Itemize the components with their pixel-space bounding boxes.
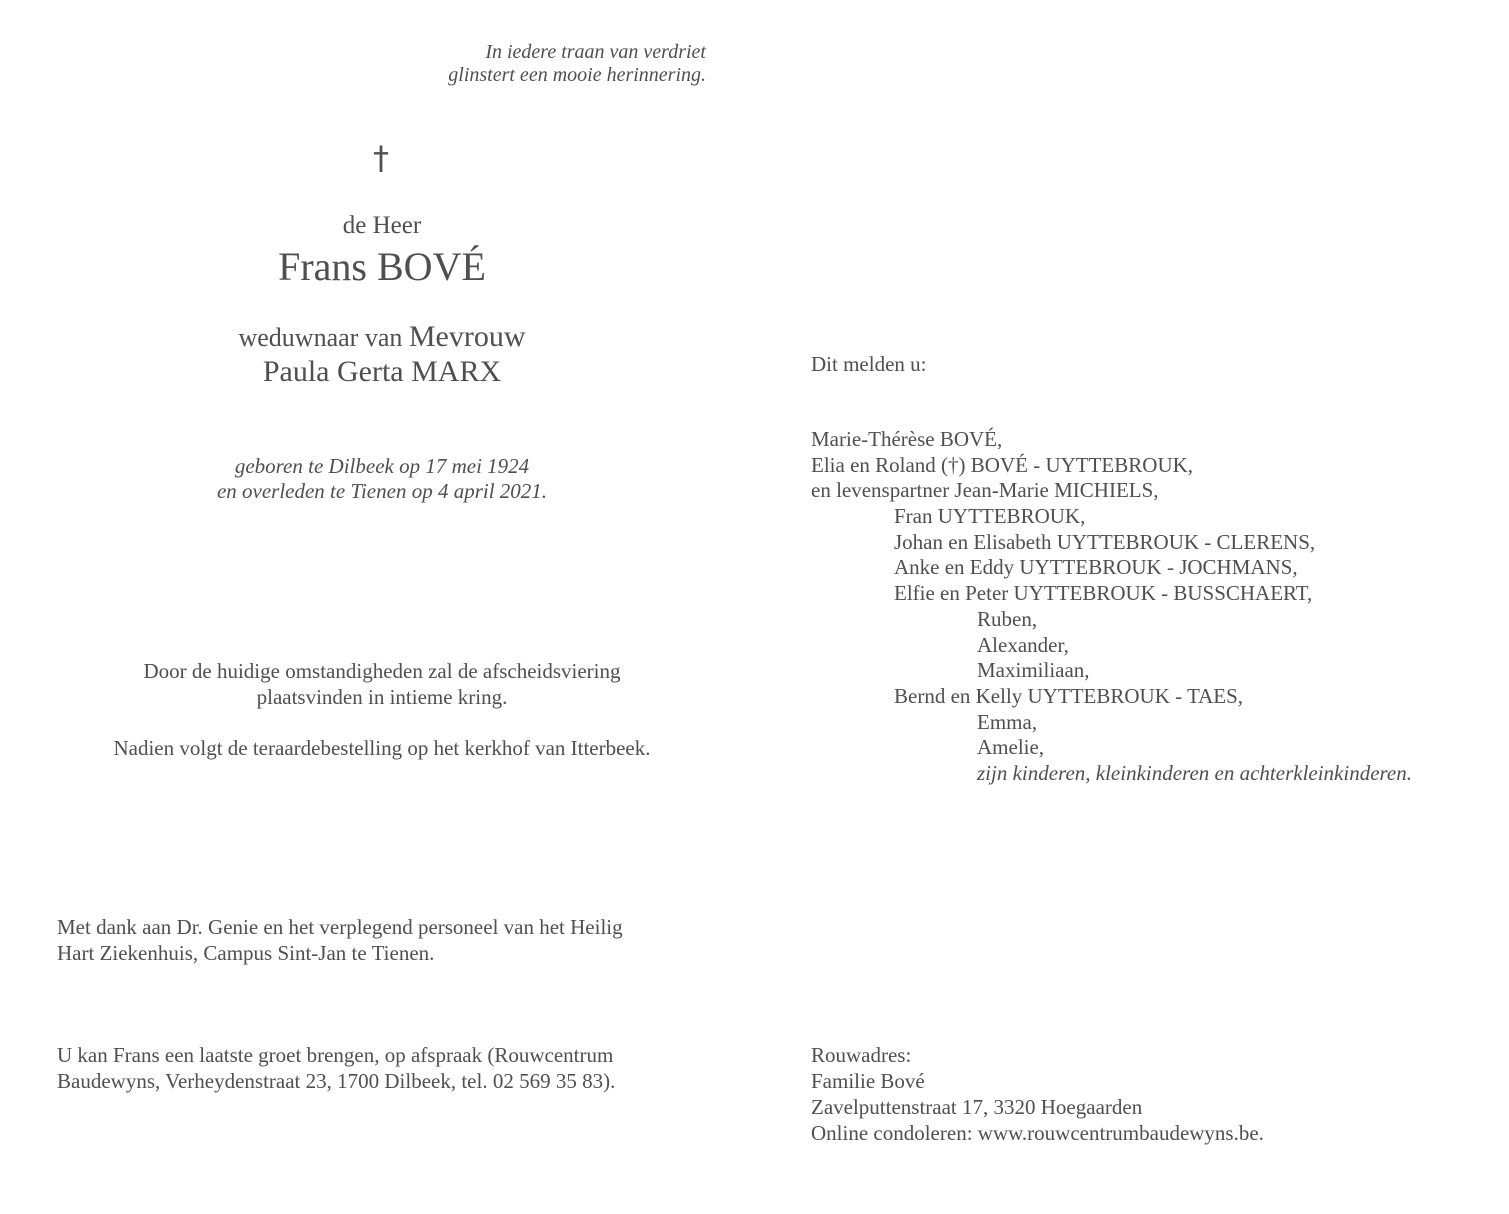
family-member: Alexander, xyxy=(977,632,1069,657)
spouse-line xyxy=(0,320,764,355)
family-member: Elia en Roland (†) BOVÉ - UYTTEBROUK, xyxy=(811,452,1194,477)
spouse-title: Mevrouw xyxy=(408,320,526,353)
family-member: Maximiliaan, xyxy=(977,658,1090,683)
life-dates xyxy=(0,454,764,504)
ceremony-line-1: Door de huidige omstandigheden zal de afscheidsviering xyxy=(143,659,621,683)
deceased-title: de Heer xyxy=(342,212,422,239)
family-list xyxy=(811,427,1412,787)
visit-notice xyxy=(57,1042,615,1094)
address-street: Zavelputtenstraat 17, 3320 Hoegaarden xyxy=(811,1095,1143,1119)
family-member: Marie-Thérèse BOVÉ, xyxy=(811,427,1003,451)
thanks-line-1: Met dank aan Dr. Genie en het verplegend personeel van het Heilig xyxy=(57,915,623,939)
ceremony-notice xyxy=(0,658,764,710)
thanks-notice xyxy=(57,914,623,966)
opening-quote xyxy=(448,41,706,87)
burial-notice: Nadien volgt de teraardebestelling op het kerkhof van Itterbeek. xyxy=(113,736,651,760)
online-condolence-link: Online condoleren: www.rouwcentrumbaudewyns.be. xyxy=(811,1121,1264,1145)
family-member: Anke en Eddy UYTTEBROUK - JOCHMANS, xyxy=(894,555,1298,580)
family-member: Johan en Elisabeth UYTTEBROUK - CLERENS, xyxy=(894,529,1316,554)
family-member: Bernd en Kelly UYTTEBROUK - TAES, xyxy=(894,683,1244,708)
notify-heading: Dit melden u: xyxy=(811,352,927,376)
family-member: Fran UYTTEBROUK, xyxy=(894,504,1086,529)
family-member: en levenspartner Jean-Marie MICHIELS, xyxy=(811,478,1159,503)
family-closing: zijn kinderen, kleinkinderen en achterkleinkinderen. xyxy=(977,760,1413,785)
family-member: Emma, xyxy=(977,709,1038,734)
cross-icon: † xyxy=(373,139,389,177)
visit-line-1: U kan Frans een laatste groet brengen, op afspraak (Rouwcentrum xyxy=(57,1043,614,1067)
quote-line-2: glinstert een mooie herinnering. xyxy=(448,64,706,86)
family-member: Elfie en Peter UYTTEBROUK - BUSSCHAERT, xyxy=(894,581,1313,606)
mourning-address xyxy=(811,1042,1264,1146)
thanks-line-2: Hart Ziekenhuis, Campus Sint-Jan te Tienen. xyxy=(57,941,435,965)
ceremony-line-2: plaatsvinden in intieme kring. xyxy=(256,685,508,709)
family-member: Ruben, xyxy=(977,606,1038,631)
spouse-prefix: weduwnaar van xyxy=(238,323,403,352)
deceased-name: Frans BOVÉ xyxy=(278,244,486,289)
quote-line-1: In iedere traan van verdriet xyxy=(485,41,706,63)
address-label: Rouwadres: xyxy=(811,1043,912,1067)
family-member: Amelie, xyxy=(977,735,1045,760)
death-date: en overleden te Tienen op 4 april 2021. xyxy=(216,479,548,503)
visit-line-2: Baudewyns, Verheydenstraat 23, 1700 Dilbeek, tel. 02 569 35 83). xyxy=(57,1069,616,1093)
spouse-name: Paula Gerta MARX xyxy=(262,355,502,388)
address-name: Familie Bové xyxy=(811,1069,925,1093)
birth-date: geboren te Dilbeek op 17 mei 1924 xyxy=(234,454,530,478)
